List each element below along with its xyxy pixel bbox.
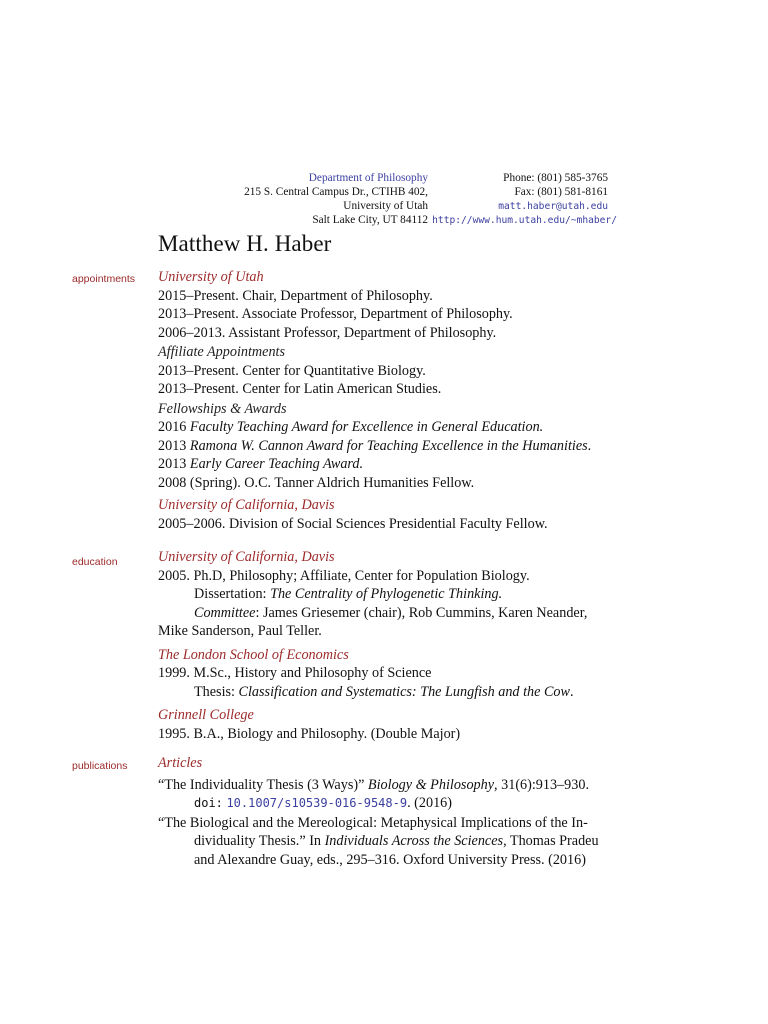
thesis-title: Classification and Systematics: The Lungfish and the Cow [238,683,570,700]
subheading-fellowships: Fellowships & Awards [158,400,287,417]
pub-text: dividuality Thesis.” In [194,833,322,849]
institution-heading: University of Utah [158,269,264,285]
doi-label: doi: [194,796,223,810]
subheading-articles: Articles [158,755,203,771]
thesis-line [158,683,587,702]
address-line-2: University of Utah [343,200,428,212]
committee-members: : James Griesemer (chair), Rob Cummins, Karen Neander, [255,604,588,621]
fax-line [514,185,608,199]
award-title: Early Career Teaching Award. [189,456,364,472]
list-item: 2008 (Spring). O.C. Tanner Aldrich Humanities Fellow. [158,474,475,491]
list-item: 2013–Present. Center for Quantitative Biology. [158,362,426,379]
committee-line [158,604,587,623]
address-line-1: 215 S. Central Campus Dr., CTIHB 402, [244,186,428,198]
award-year: 2016 [158,419,187,435]
publication-line [158,832,599,851]
pub-title: “The Individuality Thesis (3 Ways)” [158,776,365,793]
address-line-3: Salt Lake City, UT 84112 [312,214,428,226]
award-title: Ramona W. Cannon Award for Teaching Excellence in the Humanities [189,437,588,454]
phone-label: Phone: [503,172,535,184]
publication-doi-line [158,794,599,813]
section-label-appointments: appointments [72,273,136,285]
institution-heading: University of California, Davis [158,497,335,513]
pub-editors: , Thomas Pradeu [503,833,599,849]
publication-line: and Alexandre Guay, eds., 295–316. Oxford University Press. (2016) [194,851,586,868]
doi-link[interactable]: 10.1007/s10539-016-9548-9 [226,796,408,810]
dissertation-label: Dissertation: [194,586,267,602]
thesis-end: . [569,683,574,700]
fax-label: Fax: [514,186,535,198]
pub-book: Individuals Across the Sciences [324,833,504,849]
award-end: . [587,437,592,454]
publication-entry: “The Biological and the Mereological: Metaphysical Implications of the In- [158,814,588,831]
award-year: 2013 [158,437,187,454]
award-title: Faculty Teaching Award for Excellence in General Education. [189,419,544,435]
email-link[interactable]: matt.haber@utah.edu [498,201,608,212]
committee-label: Committee [194,604,256,621]
list-item [158,455,591,474]
section-label-publications: publications [72,760,128,772]
list-item: 2015–Present. Chair, Department of Philosophy. [158,287,433,304]
pub-details: , 31(6):913–930. [494,776,590,793]
institution-heading: Grinnell College [158,707,254,723]
list-item [158,437,591,456]
subheading-affiliate: Affiliate Appointments [158,344,286,360]
section-label-education: education [72,556,118,568]
list-item: 2013–Present. Associate Professor, Department of Philosophy. [158,306,513,322]
department-link[interactable]: Department of Philosophy [308,172,428,184]
list-item: 2005. Ph.D, Philosophy; Affiliate, Center for Population Biology. [158,567,530,584]
list-item: 1995. B.A., Biology and Philosophy. (Double Major) [158,725,461,742]
dissertation-title: The Centrality of Phylogenetic Thinking. [270,586,503,602]
phone-number: (801) 585-3765 [537,172,608,184]
education-section [158,548,587,743]
publication-entry [158,776,599,795]
pub-year: . (2016) [407,795,452,811]
institution-heading: University of California, Davis [158,549,335,565]
award-year: 2013 [158,456,187,472]
list-item: 1999. M.Sc., History and Philosophy of Science [158,665,432,681]
list-item: 2013–Present. Center for Latin American Studies. [158,381,442,397]
list-item [158,418,591,437]
pub-journal: Biology & Philosophy [367,776,495,793]
fax-number: (801) 581-8161 [537,186,608,198]
committee-line-2: Mike Sanderson, Paul Teller. [158,623,322,639]
publications-section [158,754,599,869]
page-title: Matthew H. Haber [158,231,332,256]
dissertation-line [158,585,587,604]
phone-line [503,171,608,185]
homepage-link[interactable]: http://www.hum.utah.edu/~mhaber/ [432,215,617,226]
thesis-label: Thesis: [194,683,235,700]
institution-heading: The London School of Economics [158,646,349,663]
list-item: 2005–2006. Division of Social Sciences Presidential Faculty Fellow. [158,515,548,532]
appointments-section [158,268,591,533]
list-item: 2006–2013. Assistant Professor, Department of Philosophy. [158,324,497,341]
